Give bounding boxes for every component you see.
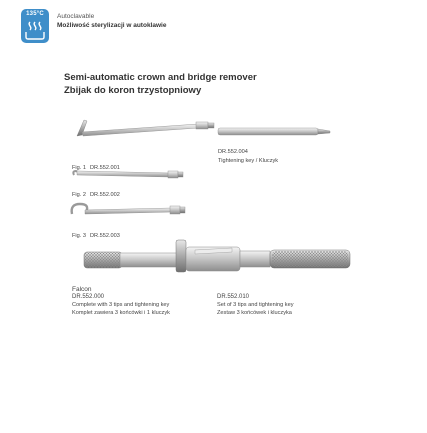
product-title-en: Semi-automatic crown and bridge remover xyxy=(64,72,257,83)
falcon-handle-image xyxy=(84,240,350,272)
tightening-key-name: Tightening key / Kluczyk xyxy=(218,158,279,164)
figure-number: Fig. 2 xyxy=(72,192,86,198)
tip-set-code: DR.552.010 xyxy=(217,294,250,300)
falcon-name: Falcon xyxy=(72,286,92,293)
autoclave-label-pl: Możliwość sterylizacji w autoklawie xyxy=(57,22,167,29)
figure-number: Fig. 3 xyxy=(72,233,86,239)
tip-fig1-image xyxy=(77,120,214,136)
tightening-key-code: DR.552.004 xyxy=(218,149,248,155)
falcon-description-en: Complete with 3 tips and tightening key xyxy=(72,302,170,308)
falcon-code: DR.552.000 xyxy=(72,294,105,300)
figure-label xyxy=(72,233,120,239)
figure-label xyxy=(72,165,120,171)
figure-code: DR.552.001 xyxy=(90,165,120,171)
tip-set-description-en: Set of 3 tips and tightening key xyxy=(217,302,294,308)
figure-number: Fig. 1 xyxy=(72,165,86,171)
autoclave-temperature: 135°C xyxy=(26,11,44,17)
figure-code: DR.552.002 xyxy=(90,192,120,198)
tightening-key-image xyxy=(218,128,330,135)
figure-code: DR.552.003 xyxy=(90,233,120,239)
tip-fig3-image xyxy=(72,204,185,214)
tip-fig2-image xyxy=(73,171,183,178)
autoclave-label-en: Autoclavable xyxy=(57,13,95,20)
figure-label xyxy=(72,192,120,198)
product-title-pl: Zbijak do koron trzystopniowy xyxy=(64,85,202,96)
tip-set-description-pl: Zestaw 3 końcówek i kluczyka xyxy=(217,310,292,316)
falcon-description-pl: Komplet zawiera 3 końcówki i 1 kluczyk xyxy=(72,310,170,316)
